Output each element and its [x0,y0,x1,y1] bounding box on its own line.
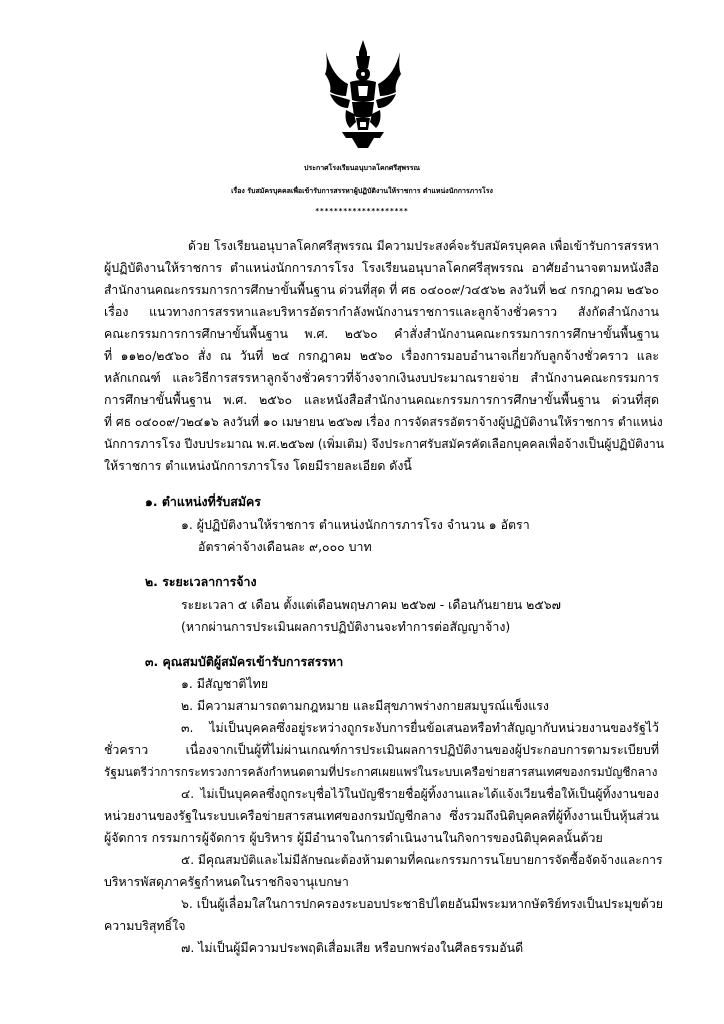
qualification-line: ๓. ไม่เป็นบุคคลซึ่งอยู่ระหว่างถูกระงับการยื่นข้อเสนอหรือทำสัญญากับหน่วยงานของรัฐไว้ [181,720,659,735]
intro-line: การศึกษาขั้นพื้นฐาน พ.ศ. ๒๕๖๐ และหนังสือสำนักงานคณะกรรมการการศึกษาขั้นพื้นฐาน ด่วนที่สุด [104,392,659,407]
intro-line: นักการภารโรง ปีงบประมาณ พ.ศ.๒๕๖๗ (เพิ่มเติม) จึงประกาศรับสมัครคัดเลือกบุคคลเพื่อจ้างเป็นผู้ปฏิบัติงาน [104,437,665,451]
qualification-line: ๒. มีความสามารถตามกฎหมาย และมีสุขภาพร่างกายสมบูรณ์แข็งแรง [181,698,549,713]
qualification-line: ๖. เป็นผู้เลื่อมใสในการปกครองระบอบประชาธิปไตยอันมีพระมหากษัตริย์ทรงเป็นประมุขด้วย [181,896,664,911]
qualification-line: ผู้จัดการ กรรมการผู้จัดการ ผู้บริหาร ผู้มีอำนาจในการดำเนินงานในกิจการของนิติบุคคลนั้นด้วย [104,830,603,845]
intro-line: ให้ราชการ ตำแหน่งนักการภารโรง โดยมีรายละเอียด ดังนี้ [104,458,412,473]
intro-line: ที่ ๑๑๒๐/๒๕๖๐ สั่ง ณ วันที่ ๒๔ กรกฎาคม ๒๕๖๐ เรื่องการมอบอำนาจเกี่ยวกับลูกจ้างชั่วคราว และ [104,348,659,363]
qualification-line: หน่วยงานของรัฐในระบบเครือข่ายสารสนเทศของกรมบัญชีกลาง ซึ่งรวมถึงนิติบุคคลที่ผู้ทิ้งงานเป็นหุ้นส่วน [104,808,659,823]
qualification-line: ๕. มีคุณสมบัติและไม่มีลักษณะต้องห้ามตามที่คณะกรรมการนโยบายการจัดซื้อจัดจ้างและการ [181,853,663,867]
qualification-line: ๑. มีสัญชาติไทย [181,676,269,691]
qualification-line: ชั่วคราว เนื่องจากเป็นผู้ที่ไม่ผ่านเกณฑ์การประเมินผลการปฏิบัติงานของผู้ประกอบการตามระเบียบที่ [104,742,659,757]
intro-line: เรื่อง แนวทางการสรรหาและบริหารอัตรากำลังพนักงานราชการและลูกจ้างชั่วคราว สังกัดสำนักงาน [104,304,659,319]
intro-line: ด้วย โรงเรียนอนุบาลโคกศรีสุพรรณ มีความประสงค์จะรับสมัครบุคคล เพื่อเข้ารับการสรรหา [188,239,659,253]
garuda-emblem [322,38,404,150]
announcement-subject: เรื่อง รับสมัครบุคคลเพื่อเข้ารับการสรรหาผู้ปฏิบัติงานให้ราชการ ตำแหน่งนักการภารโรง [231,187,493,195]
section-heading: ๑. ตำแหน่งที่รับสมัคร [145,494,261,509]
section-heading: ๓. คุณสมบัติผู้สมัครเข้ารับการสรรหา [145,654,344,669]
qualification-line: ความบริสุทธิ์ใจ [104,918,186,933]
intro-line: คณะกรรมการการศึกษาขั้นพื้นฐาน พ.ศ. ๒๕๖๐ คำสั่งสำนักงานคณะกรรมการการศึกษาขั้นพื้นฐาน [104,326,659,341]
section-line: (หากผ่านการประเมินผลการปฏิบัติงานจะทำการต่อสัญญาจ้าง) [181,619,511,634]
announcement-title: ประกาศโรงเรียนอนุบาลโคกศรีสุพรรณ [304,164,420,172]
qualification-line: ๗. ไม่เป็นผู้มีความประพฤติเสื่อมเสีย หรือบกพร่องในศีลธรรมอันดี [181,940,524,955]
intro-line: ที่ ศธ ๐๔๐๐๙/ว๒๔๑๖ ลงวันที่ ๑๐ เมษายน ๒๕๖๗ เรื่อง การจัดสรรอัตราจ้างผู้ปฏิบัติงานให้ราชการ ตำแหน่ง [104,415,663,429]
section-line: อัตราค่าจ้างเดือนละ ๙,๐๐๐ บาท [198,539,372,554]
qualification-line: บริหารพัสดุภาครัฐกำหนดในราชกิจจานุเบกษา [104,874,349,889]
section-line: ๑. ผู้ปฏิบัติงานให้ราชการ ตำแหน่งนักการภารโรง จำนวน ๑ อัตรา [181,517,530,532]
separator: ******************** [315,207,409,215]
section-line: ระยะเวลา ๕ เดือน ตั้งแต่เดือนพฤษภาคม ๒๕๖๗ - เดือนกันยายน ๒๕๖๗ [181,597,561,612]
intro-line: หลักเกณฑ์ และวิธีการสรรหาลูกจ้างชั่วคราวที่จ้างจากเงินงบประมาณรายจ่าย สำนักงานคณะกรรมการ [104,370,659,385]
intro-line: สำนักงานคณะกรรมการการศึกษาขั้นพื้นฐาน ด่วนที่สุด ที่ ศธ ๐๔๐๐๙/ว๔๕๖๒ ลงวันที่ ๒๔ กรกฎาคม ๒๕๖๐ [104,283,660,297]
qualification-line: รัฐมนตรีว่าการกระทรวงการคลังกำหนดตามที่ประกาศเผยแพร่ในระบบเครือข่ายสารสนเทศของกรมบัญชีกลาง [104,765,658,779]
qualification-line: ๔. ไม่เป็นบุคคลซึ่งถูกระบุชื่อไว้ในบัญชีรายชื่อผู้ทิ้งงานและได้แจ้งเวียนชื่อให้เป็นผู้ทิ้งงานของ [181,787,659,801]
intro-line: ผู้ปฏิบัติงานให้ราชการ ตำแหน่งนักการภารโรง โรงเรียนอนุบาลโคกศรีสุพรรณ อาศัยอำนาจตามหนังสือ [104,260,659,275]
section-heading: ๒. ระยะเวลาการจ้าง [145,574,257,589]
